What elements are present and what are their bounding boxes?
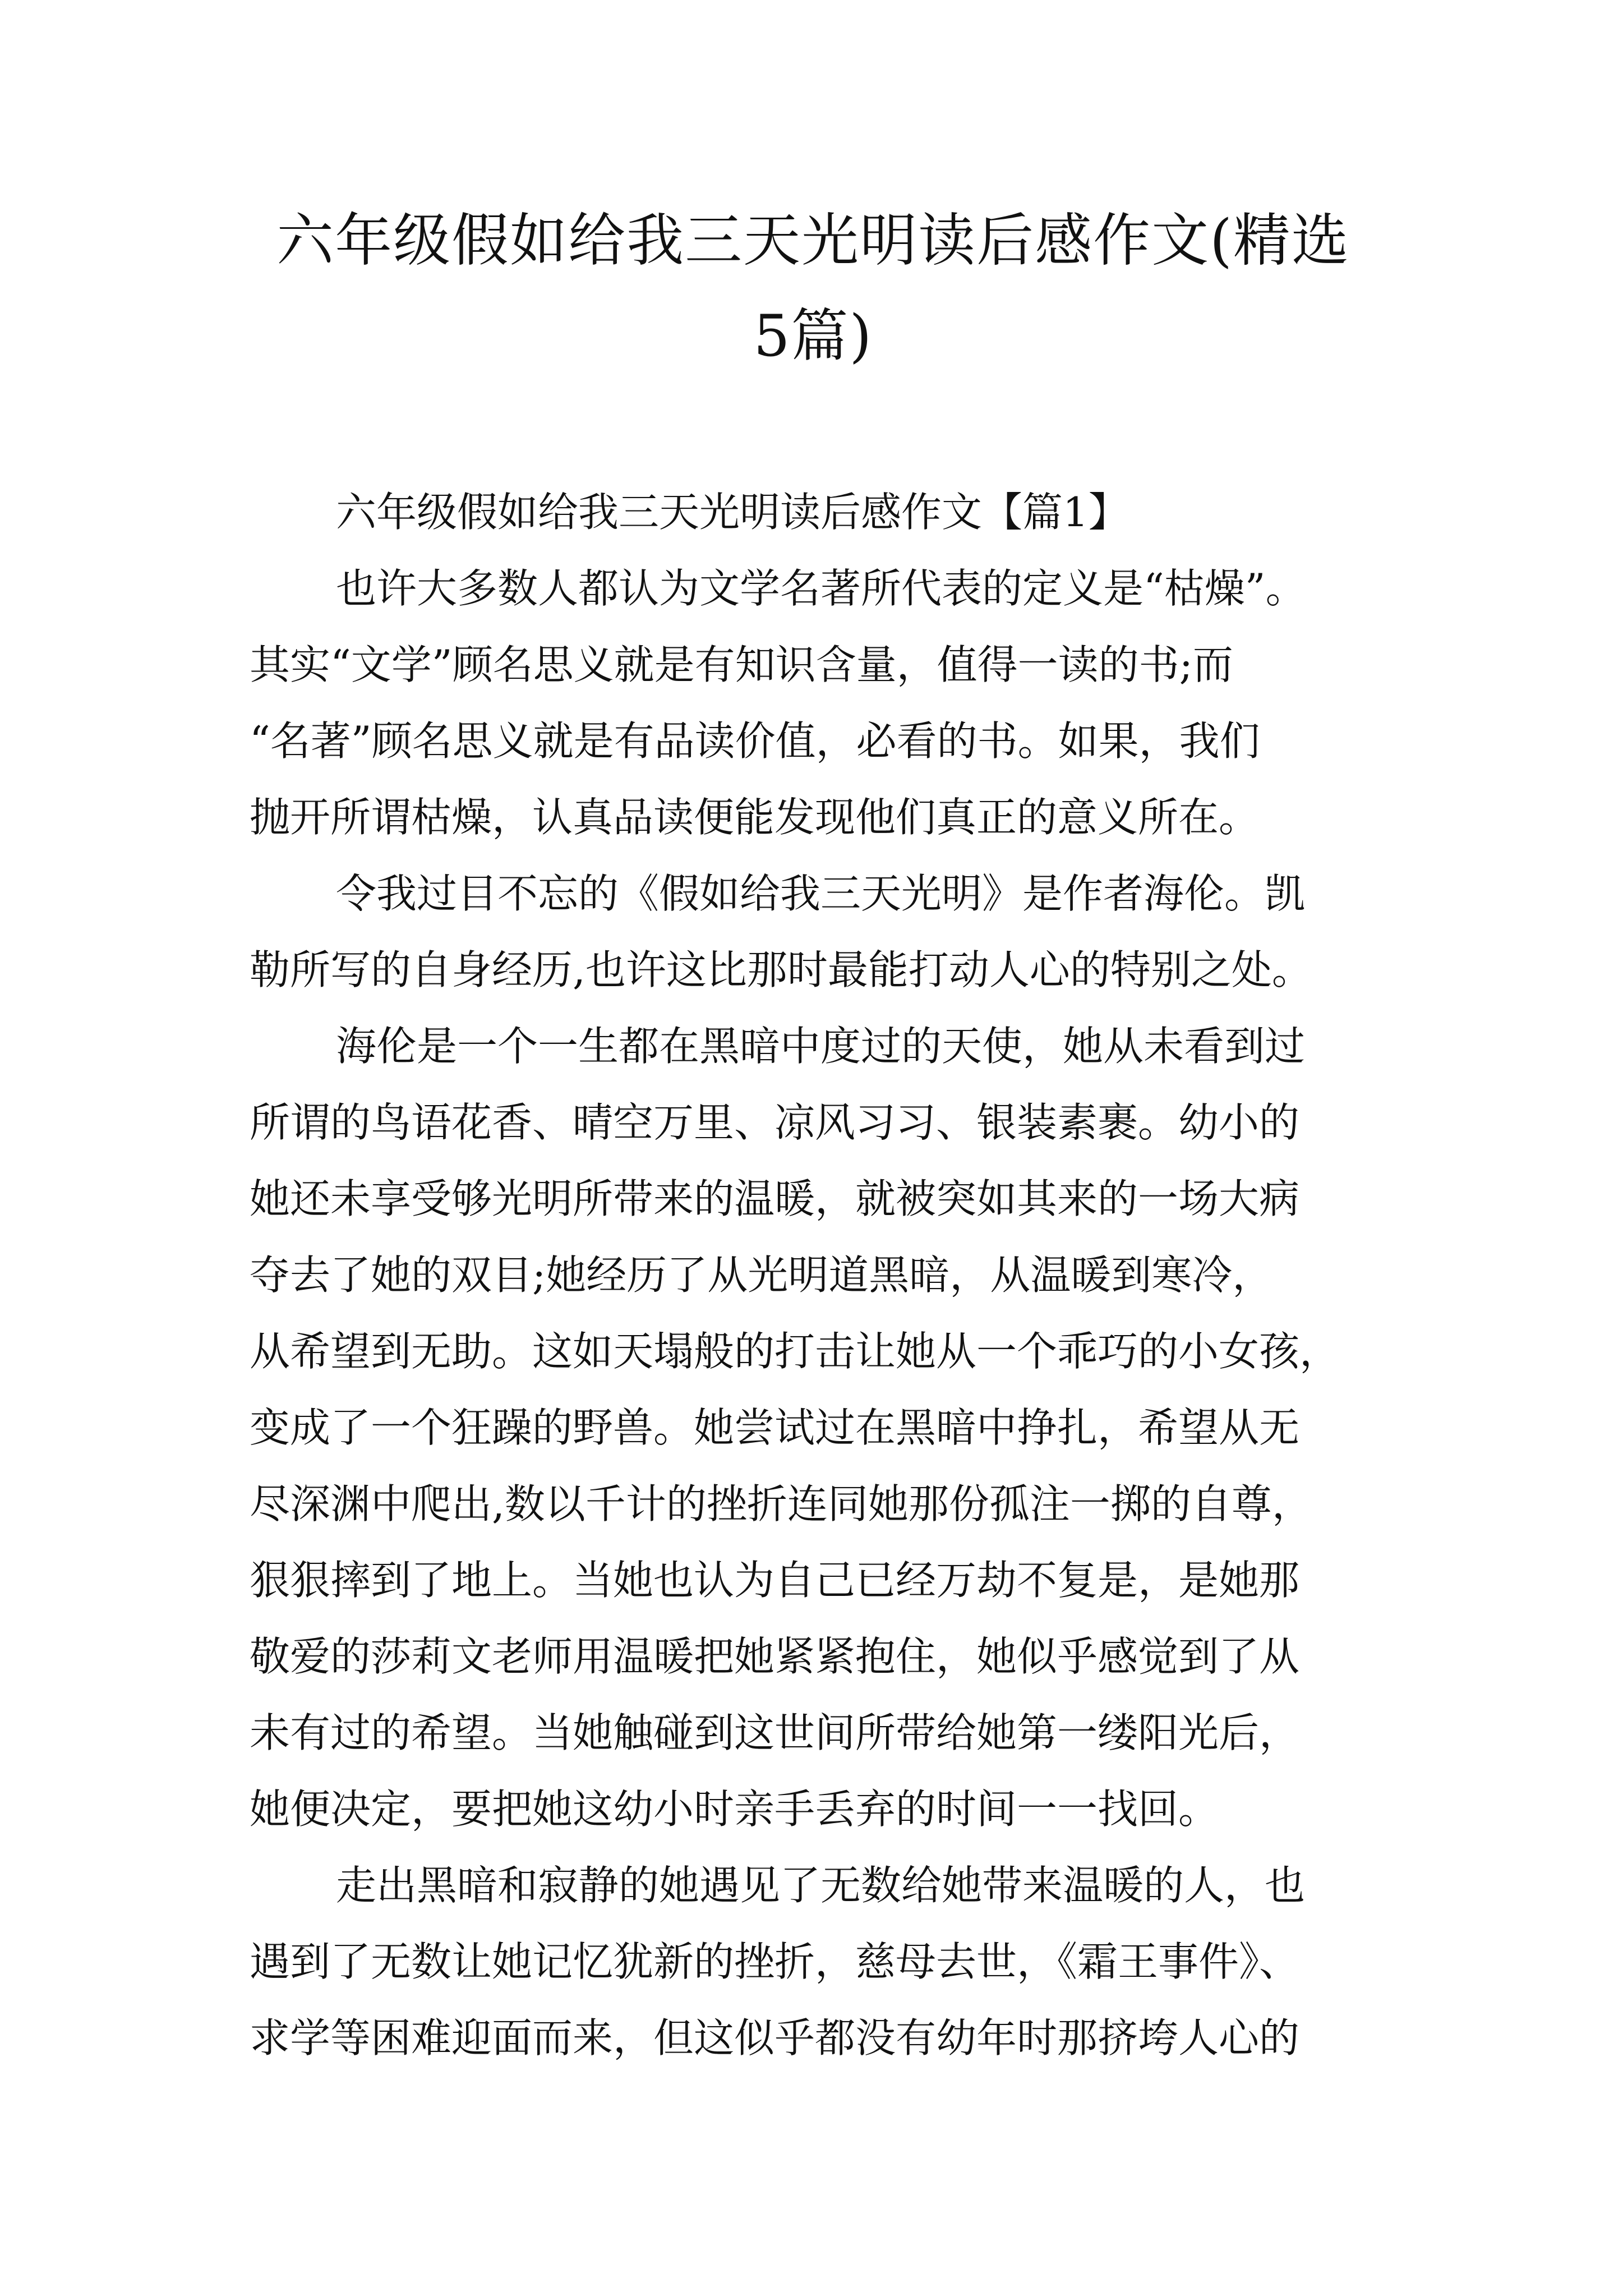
document-title xyxy=(236,194,1391,384)
paragraph-line: “名著”顾名思义就是有品读价值，必看的书。如果，我们 xyxy=(250,717,1260,765)
paragraph-line: 未有过的希望。当她触碰到这世间所带给她第一缕阳光后， xyxy=(250,1709,1300,1756)
document-body xyxy=(250,474,1382,2076)
paragraph-line: 所谓的鸟语花香、晴空万里、凉风习习、银装素裹。幼小的 xyxy=(250,1099,1300,1146)
title-line: 六年级假如给我三天光明读后感作文(精选 xyxy=(276,208,1350,274)
section-heading-text: 六年级假如给我三天光明读后感作文【篇1】 xyxy=(336,489,1129,536)
paragraph-line: 她便决定，要把她这幼小时亲手丢弃的时间一一找回。 xyxy=(250,1786,1219,1833)
paragraph-line: 抛开所谓枯燥，认真品读便能发现他们真正的意义所在。 xyxy=(250,794,1260,841)
paragraph-line: 她还未享受够光明所带来的温暖，就被突如其来的一场大病 xyxy=(250,1175,1300,1222)
paragraph-line: 遇到了无数让她记忆犹新的挫折，慈母去世，《霜王事件》、 xyxy=(250,1938,1300,1985)
title-line: 5篇) xyxy=(753,303,873,370)
paragraph-line: 海伦是一个一生都在黑暗中度过的天使，她从未看到过 xyxy=(336,1023,1306,1070)
paragraph-line: 求学等困难迎面而来，但这似乎都没有幼年时那挤垮人心的 xyxy=(250,2014,1300,2062)
paragraph xyxy=(250,1008,1382,1847)
paragraph-line: 尽深渊中爬出,数以千计的挫折连同她那份孤注一掷的自尊， xyxy=(250,1480,1312,1527)
paragraph-line: 走出黑暗和寂静的她遇见了无数给她带来温暖的人，也 xyxy=(336,1862,1306,1909)
section-heading xyxy=(250,474,1382,550)
paragraph-line: 变成了一个狂躁的野兽。她尝试过在黑暗中挣扎，希望从无 xyxy=(250,1404,1300,1451)
paragraph xyxy=(250,855,1382,1008)
paragraph-line: 夺去了她的双目;她经历了从光明道黑暗，从温暖到寒冷， xyxy=(250,1251,1273,1299)
paragraph-line: 也许大多数人都认为文学名著所代表的定义是“枯燥”。 xyxy=(336,565,1306,612)
paragraph xyxy=(250,550,1382,855)
paragraph-line: 勒所写的自身经历,也许这比那时最能打动人心的特别之处。 xyxy=(250,946,1312,993)
paragraph xyxy=(250,1847,1382,2076)
paragraph-line: 从希望到无助。这如天塌般的打击让她从一个乖巧的小女孩， xyxy=(250,1328,1340,1375)
paragraph-line: 其实“文学”顾名思义就是有知识含量，值得一读的书;而 xyxy=(250,641,1233,688)
paragraph-line: 令我过目不忘的《假如给我三天光明》是作者海伦。凯 xyxy=(336,870,1306,917)
paragraph-line: 敬爱的莎莉文老师用温暖把她紧紧抱住，她似乎感觉到了从 xyxy=(250,1633,1300,1680)
paragraph-line: 狠狠摔到了地上。当她也认为自己已经万劫不复是，是她那 xyxy=(250,1557,1300,1604)
